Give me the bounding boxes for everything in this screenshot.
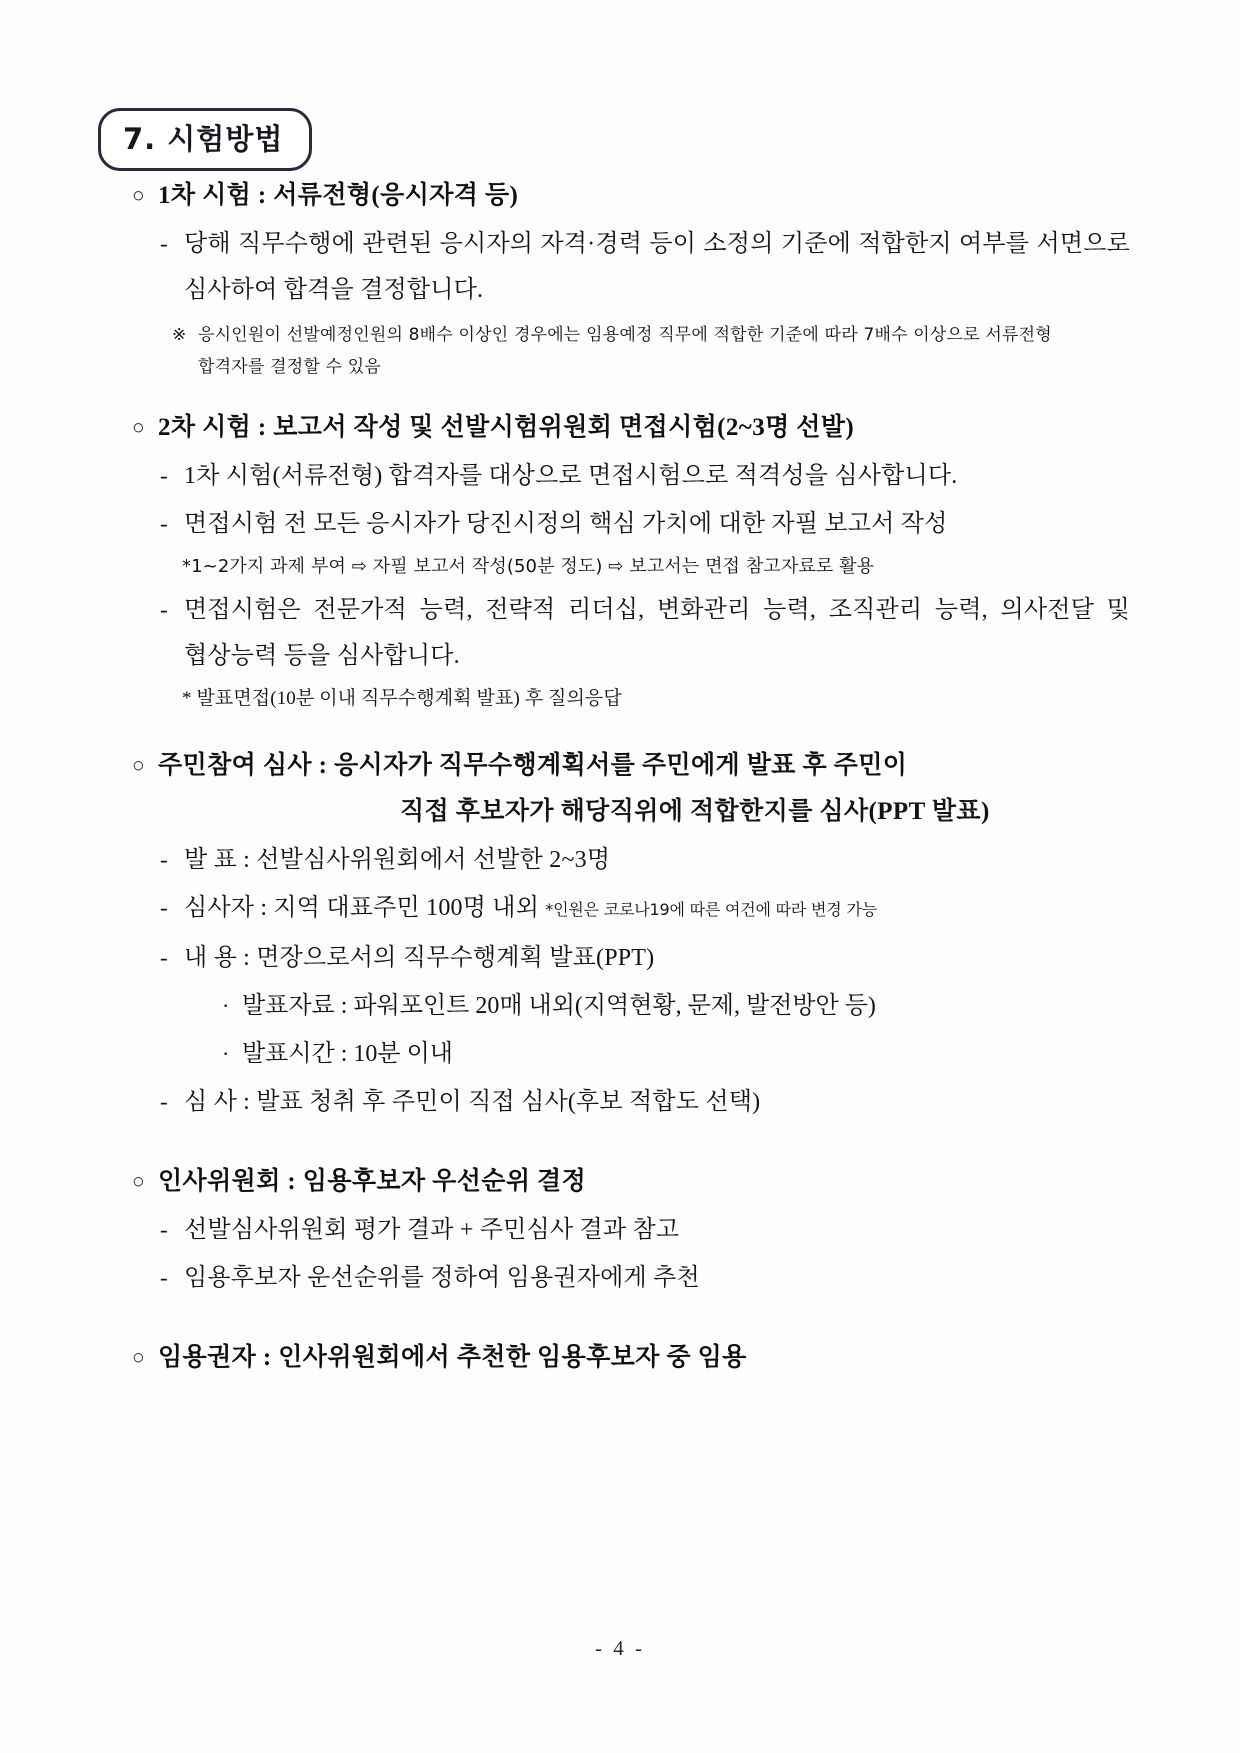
first-exam-detail: 당해 직무수행에 관련된 응시자의 자격·경력 등이 소정의 기준에 적합한지 여부를 서면으로 심사하여 합격을 결정합니다.: [184, 231, 1130, 303]
page-number: - 4 -: [595, 1636, 645, 1660]
list-item-second-exam-detail-1: [0, 453, 1240, 499]
presentation-time: 발표시간 : 10분 이내: [242, 1041, 453, 1067]
circle-bullet-icon: ○: [132, 1169, 145, 1193]
document-body: [0, 175, 1240, 1383]
list-item-committee-detail-2: [0, 1255, 1240, 1301]
dash-bullet-icon: -: [160, 511, 168, 536]
second-exam-note-2: * 발표면접(10분 이내 직무수행계획 발표) 후 질의응답: [182, 688, 622, 709]
circle-bullet-icon: ○: [132, 183, 145, 207]
list-item-second-exam-detail-3: [0, 587, 1240, 679]
spacer: [0, 1127, 1240, 1161]
committee-detail-1: 선발심사위원회 평가 결과 + 주민심사 결과 참고: [184, 1217, 680, 1243]
dash-bullet-icon: -: [160, 1217, 168, 1242]
second-exam-detail-2: 면접시험 전 모든 응시자가 당진시정의 핵심 가치에 대한 자필 보고서 작성: [184, 511, 948, 537]
circle-bullet-icon: ○: [132, 753, 145, 777]
list-item-presentation-time: [0, 1031, 1240, 1077]
section-title: 7. 시험방법: [98, 108, 312, 171]
dash-bullet-icon: -: [160, 1265, 168, 1290]
list-item-appointer-heading: [0, 1337, 1240, 1379]
section-title-box: [98, 108, 312, 171]
second-exam-detail-3: 면접시험은 전문가적 능력, 전략적 리더십, 변화관리 능력, 조직관리 능력, 의사전달 및 협상능력 등을 심사합니다.: [184, 597, 1130, 669]
list-item-second-exam-detail-2: [0, 501, 1240, 547]
committee-detail-2: 임용후보자 운선순위를 정하여 임용권자에게 추천: [184, 1265, 700, 1291]
resident-content: 내 용 : 면장으로서의 직무수행계획 발표(PPT): [184, 945, 655, 971]
dash-bullet-icon: -: [160, 895, 168, 920]
first-exam-heading: 1차 시험 : 서류전형(응시자격 등): [158, 182, 519, 209]
first-exam-note-text: 응시인원이 선발예정인원의 8배수 이상인 경우에는 임용예정 직무에 적합한 기준에 따라 7배수 이상으로 서류전형 합격자를 결정할 수 있음: [198, 325, 1052, 377]
list-item-first-exam-heading: [0, 175, 1240, 217]
second-exam-heading: 2차 시험 : 보고서 작성 및 선발시험위원회 면접시험(2~3명 선발): [158, 414, 855, 441]
dash-bullet-icon: -: [160, 847, 168, 872]
list-item-resident-content: [0, 935, 1240, 981]
circle-bullet-icon: ○: [132, 415, 145, 439]
dash-bullet-icon: -: [160, 945, 168, 970]
list-item-presentation-material: [0, 983, 1240, 1029]
second-exam-detail-1: 1차 시험(서류전형) 합격자를 대상으로 면접시험으로 적격성을 심사합니다.: [184, 463, 958, 489]
circle-bullet-icon: ○: [132, 1345, 145, 1369]
resident-judges: 심사자 : 지역 대표주민 100명 내외: [184, 895, 540, 921]
list-item-first-exam-detail: [0, 221, 1240, 313]
list-item-resident-presenters: [0, 837, 1240, 883]
resident-presenters: 발 표 : 선발심사위원회에서 선발한 2~3명: [184, 847, 611, 873]
list-item-resident-judges: [0, 885, 1240, 933]
second-exam-note-1: *1~2가지 과제 부여 ⇨ 자필 보고서 작성(50분 정도) ⇨ 보고서는 면접 참고자료로 활용: [182, 556, 875, 577]
resident-judges-note: *인원은 코로나19에 따른 여건에 따라 변경 가능: [545, 900, 877, 919]
spacer: [0, 393, 1240, 407]
middot-bullet-icon: ·: [222, 993, 230, 1018]
list-item-committee-heading: [0, 1161, 1240, 1203]
dash-bullet-icon: -: [160, 597, 168, 622]
list-item-committee-detail-1: [0, 1207, 1240, 1253]
appointer-heading: 임용권자 : 인사위원회에서 추천한 임용후보자 중 임용: [158, 1344, 747, 1371]
list-item-second-exam-heading: [0, 407, 1240, 449]
resident-review-heading-line1: 주민참여 심사 : 응시자가 직무수행계획서를 주민에게 발표 후 주민이: [158, 752, 908, 779]
presentation-material: 발표자료 : 파워포인트 20매 내외(지역현황, 문제, 발전방안 등): [242, 993, 876, 1019]
list-item-resident-judging: [0, 1079, 1240, 1125]
dash-bullet-icon: -: [160, 463, 168, 488]
middot-bullet-icon: ·: [222, 1041, 230, 1066]
list-item-resident-review-heading: [0, 745, 1240, 787]
reference-mark-icon: ※: [172, 325, 187, 344]
first-exam-note: [0, 319, 1240, 383]
spacer: [0, 1303, 1240, 1337]
resident-judging: 심 사 : 발표 청취 후 주민이 직접 심사(후보 적합도 선택): [184, 1089, 761, 1115]
dash-bullet-icon: -: [160, 1089, 168, 1114]
dash-bullet-icon: -: [160, 231, 168, 256]
spacer: [0, 719, 1240, 745]
resident-review-heading-line2: 직접 후보자가 해당직위에 적합한지를 심사(PPT 발표): [400, 798, 990, 825]
committee-heading: 인사위원회 : 임용후보자 우선순위 결정: [158, 1168, 587, 1195]
